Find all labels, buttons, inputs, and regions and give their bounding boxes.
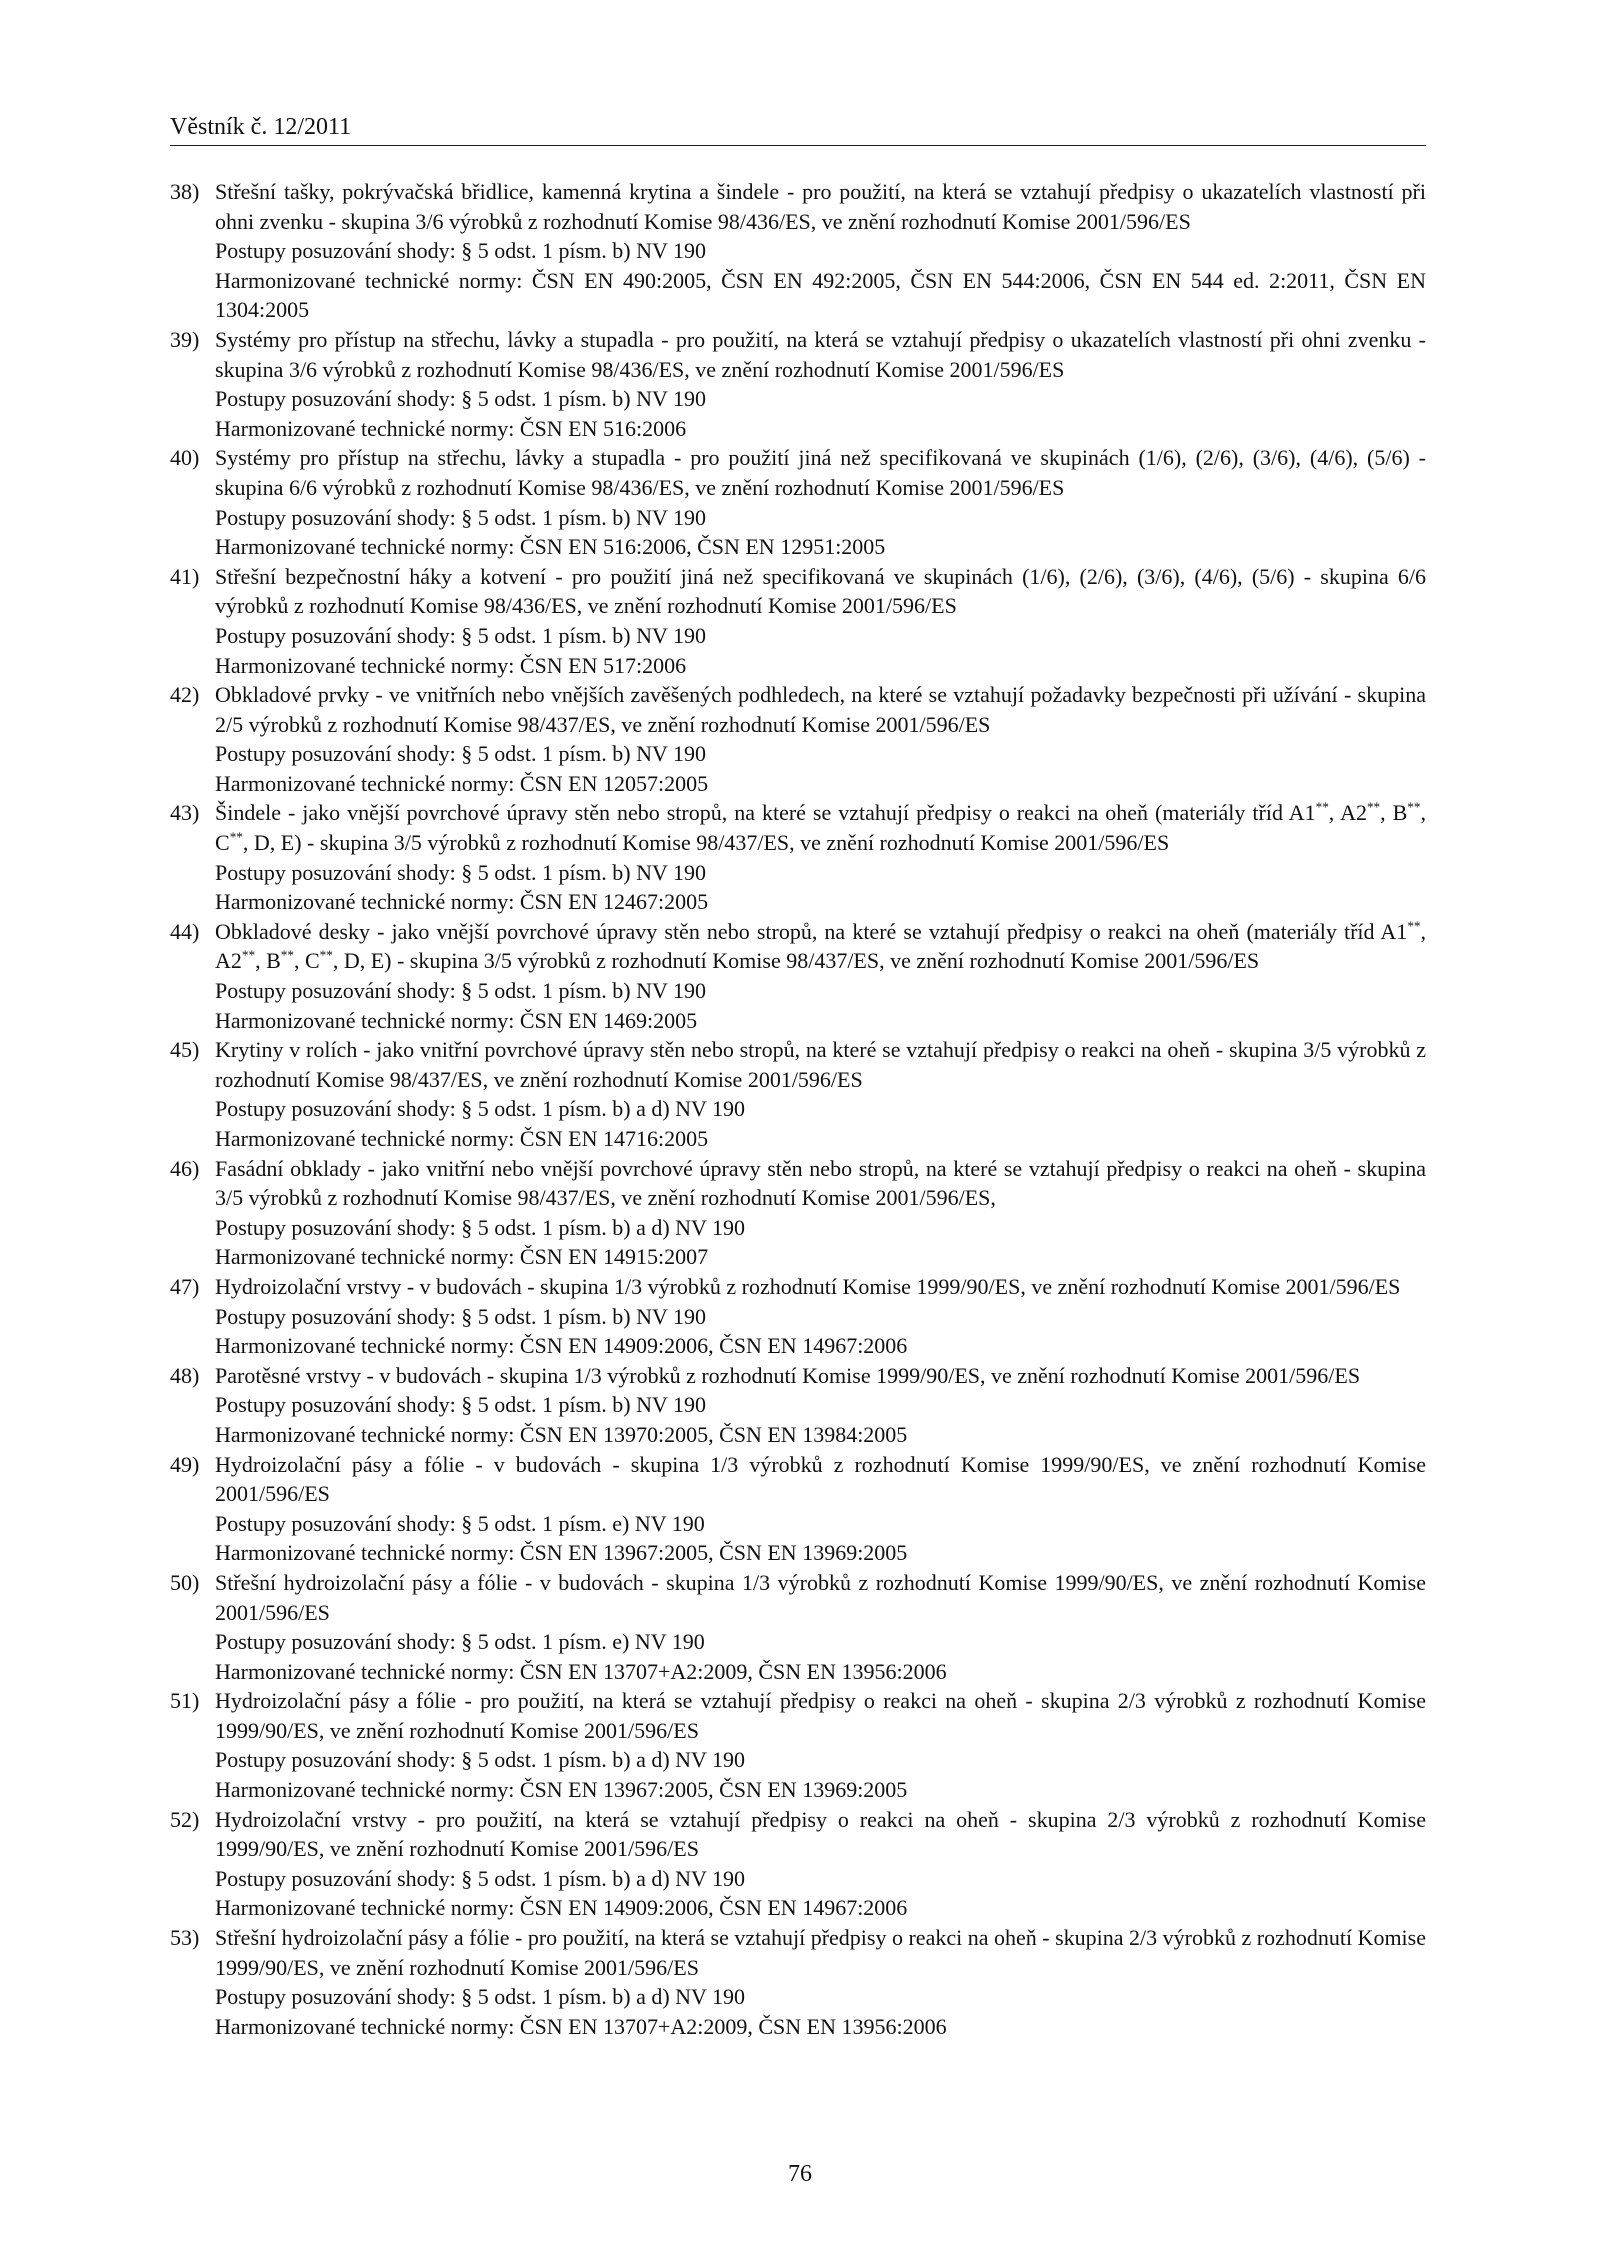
conformity-assessment: Postupy posuzování shody: § 5 odst. 1 písm. b) NV 190 xyxy=(215,859,706,885)
item-description: Systémy pro přístup na střechu, lávky a stupadla - pro použití, na která se vztahují předpisy o ukazatelích vlastností při ohni zvenku - skupina 3/6 výrobků z rozhodnutí Komise 98/436/ES, ve znění rozhodnutí Komise 2001/596/ES xyxy=(215,326,1426,382)
item-body xyxy=(215,680,1426,798)
item-description: Hydroizolační vrstvy - v budovách - skupina 1/3 výrobků z rozhodnutí Komise 1999/90/ES, ve znění rozhodnutí Komise 2001/596/ES xyxy=(215,1273,1401,1299)
conformity-assessment: Postupy posuzování shody: § 5 odst. 1 písm. e) NV 190 xyxy=(215,1510,705,1536)
item-body xyxy=(215,798,1426,916)
item-number: 51) xyxy=(170,1688,200,1714)
harmonized-standards: Harmonizované technické normy: ČSN EN 517:2006 xyxy=(215,652,687,678)
item-body xyxy=(215,1923,1426,2041)
harmonized-standards: Harmonizované technické normy: ČSN EN 13970:2005, ČSN EN 13984:2005 xyxy=(215,1421,908,1447)
harmonized-standards: Harmonizované technické normy: ČSN EN 12467:2005 xyxy=(215,889,709,915)
list-item xyxy=(170,798,1426,916)
list-item xyxy=(170,1450,1426,1568)
conformity-assessment: Postupy posuzování shody: § 5 odst. 1 písm. b) a d) NV 190 xyxy=(215,1984,746,2010)
harmonized-standards: Harmonizované technické normy: ČSN EN 12057:2005 xyxy=(215,770,709,796)
item-body xyxy=(215,1568,1426,1686)
item-body xyxy=(215,325,1426,443)
item-number: 41) xyxy=(170,563,200,589)
harmonized-standards: Harmonizované technické normy: ČSN EN 13967:2005, ČSN EN 13969:2005 xyxy=(215,1777,908,1803)
item-description: Střešní hydroizolační pásy a fólie - pro použití, na která se vztahují předpisy o reakci na oheň - skupina 2/3 výrobků z rozhodnutí Komise 1999/90/ES, ve znění rozhodnutí Komise 2001/596/ES xyxy=(215,1925,1426,1980)
item-number: 53) xyxy=(170,1925,200,1951)
item-description: Fasádní obklady - jako vnitřní nebo vnější povrchové úpravy stěn nebo stropů, na které se vztahují předpisy o reakci na oheň - skupina 3/5 výrobků z rozhodnutí Komise 98/437/ES, ve znění rozhodnutí Komise 2001/596/ES, xyxy=(215,1155,1426,1211)
conformity-assessment: Postupy posuzování shody: § 5 odst. 1 písm. b) NV 190 xyxy=(215,741,706,767)
item-body xyxy=(215,1450,1426,1568)
item-body xyxy=(215,443,1426,561)
item-description: Krytiny v rolích - jako vnitřní povrchové úpravy stěn nebo stropů, na které se vztahují předpisy o reakci na oheň - skupina 3/5 výrobků z rozhodnutí Komise 98/437/ES, ve znění rozhodnutí Komise 2001/596/ES xyxy=(215,1037,1426,1092)
list-item xyxy=(170,1805,1426,1923)
list-item xyxy=(170,917,1426,1035)
conformity-assessment: Postupy posuzování shody: § 5 odst. 1 písm. b) a d) NV 190 xyxy=(215,1214,746,1240)
item-body xyxy=(215,1035,1426,1153)
conformity-assessment: Postupy posuzování shody: § 5 odst. 1 písm. b) NV 190 xyxy=(215,386,706,412)
item-body xyxy=(215,562,1426,680)
conformity-assessment: Postupy posuzování shody: § 5 odst. 1 písm. b) NV 190 xyxy=(215,978,706,1004)
item-number: 38) xyxy=(170,179,200,204)
item-number: 40) xyxy=(170,445,200,471)
item-number: 50) xyxy=(170,1569,200,1595)
list-item xyxy=(170,1272,1426,1361)
harmonized-standards: Harmonizované technické normy: ČSN EN 13967:2005, ČSN EN 13969:2005 xyxy=(215,1540,908,1566)
conformity-assessment: Postupy posuzování shody: § 5 odst. 1 písm. b) NV 190 xyxy=(215,1392,706,1418)
harmonized-standards: Harmonizované technické normy: ČSN EN 14909:2006, ČSN EN 14967:2006 xyxy=(215,1895,908,1921)
item-number: 48) xyxy=(170,1362,200,1388)
item-body xyxy=(215,1272,1426,1361)
list-item xyxy=(170,1923,1426,2041)
harmonized-standards: Harmonizované technické normy: ČSN EN 490:2005, ČSN EN 492:2005, ČSN EN 544:2006, ČSN EN 544 ed. 2:2011, ČSN EN 1304:2005 xyxy=(215,267,1426,323)
conformity-assessment: Postupy posuzování shody: § 5 odst. 1 písm. b) a d) NV 190 xyxy=(215,1096,746,1122)
item-description: Obkladové prvky - ve vnitřních nebo vnějších zavěšených podhledech, na které se vztahují požadavky bezpečnosti při užívání - skupina 2/5 výrobků z rozhodnutí Komise 98/437/ES, ve znění rozhodnutí Komise 2001/596/ES xyxy=(215,682,1426,737)
list-item xyxy=(170,680,1426,798)
conformity-assessment: Postupy posuzování shody: § 5 odst. 1 písm. b) a d) NV 190 xyxy=(215,1747,746,1773)
page-number: 76 xyxy=(788,2161,812,2187)
item-description: Hydroizolační pásy a fólie - pro použití, na která se vztahují předpisy o reakci na oheň - skupina 2/3 výrobků z rozhodnutí Komise 1999/90/ES, ve znění rozhodnutí Komise 2001/596/ES xyxy=(215,1688,1426,1743)
conformity-assessment: Postupy posuzování shody: § 5 odst. 1 písm. b) NV 190 xyxy=(215,622,706,648)
item-number: 39) xyxy=(170,326,200,352)
item-body xyxy=(215,1805,1426,1923)
item-number: 43) xyxy=(170,800,200,826)
list-item xyxy=(170,1035,1426,1153)
list-item xyxy=(170,1686,1426,1804)
journal-header: Věstník č. 12/2011 xyxy=(170,114,352,140)
item-number: 45) xyxy=(170,1037,200,1063)
conformity-assessment: Postupy posuzování shody: § 5 odst. 1 písm. b) NV 190 xyxy=(215,238,706,264)
harmonized-standards: Harmonizované technické normy: ČSN EN 1469:2005 xyxy=(215,1007,698,1033)
harmonized-standards: Harmonizované technické normy: ČSN EN 13707+A2:2009, ČSN EN 13956:2006 xyxy=(215,2013,947,2039)
item-description: Střešní hydroizolační pásy a fólie - v budovách - skupina 1/3 výrobků z rozhodnutí Komise 1999/90/ES, ve znění rozhodnutí Komise 2001/596/ES xyxy=(215,1569,1426,1625)
list-item xyxy=(170,1568,1426,1686)
item-number: 46) xyxy=(170,1155,200,1181)
list-item xyxy=(170,443,1426,561)
item-body xyxy=(215,177,1426,325)
harmonized-standards: Harmonizované technické normy: ČSN EN 13707+A2:2009, ČSN EN 13956:2006 xyxy=(215,1658,947,1684)
item-description: Hydroizolační vrstvy - pro použití, na která se vztahují předpisy o reakci na oheň - skupina 2/3 výrobků z rozhodnutí Komise 1999/90/ES, ve znění rozhodnutí Komise 2001/596/ES xyxy=(215,1806,1426,1862)
item-description: Šindele - jako vnější povrchové úpravy stěn nebo stropů, na které se vztahují předpisy o reakci na oheň (materiály tříd A1**, A2**, B**, C**, D, E) - skupina 3/5 výrobků z rozhodnutí Komise 98/437/ES, ve znění rozhodnutí Komise 2001/596/ES xyxy=(215,800,1426,856)
list-item xyxy=(170,1361,1426,1450)
harmonized-standards: Harmonizované technické normy: ČSN EN 14915:2007 xyxy=(215,1244,709,1270)
harmonized-standards: Harmonizované technické normy: ČSN EN 14909:2006, ČSN EN 14967:2006 xyxy=(215,1333,908,1359)
conformity-assessment: Postupy posuzování shody: § 5 odst. 1 písm. b) a d) NV 190 xyxy=(215,1865,746,1891)
product-list xyxy=(170,177,1426,2041)
list-item xyxy=(170,177,1426,325)
item-body xyxy=(215,1361,1426,1450)
item-description: Střešní bezpečnostní háky a kotvení - pro použití jiná než specifikovaná ve skupinách (1/6), (2/6), (3/6), (4/6), (5/6) - skupina 6/6 výrobků z rozhodnutí Komise 98/436/ES, ve znění rozhodnutí Komise 2001/596/ES xyxy=(215,563,1426,619)
item-body xyxy=(215,1154,1426,1272)
harmonized-standards: Harmonizované technické normy: ČSN EN 516:2006 xyxy=(215,415,687,441)
list-item xyxy=(170,1154,1426,1272)
conformity-assessment: Postupy posuzování shody: § 5 odst. 1 písm. b) NV 190 xyxy=(215,504,706,530)
item-number: 42) xyxy=(170,682,200,708)
item-body xyxy=(215,1686,1426,1804)
item-number: 49) xyxy=(170,1451,200,1477)
harmonized-standards: Harmonizované technické normy: ČSN EN 14716:2005 xyxy=(215,1126,709,1151)
item-description: Hydroizolační pásy a fólie - v budovách - skupina 1/3 výrobků z rozhodnutí Komise 1999/90/ES, ve znění rozhodnutí Komise 2001/596/ES xyxy=(215,1451,1426,1507)
item-number: 47) xyxy=(170,1273,200,1299)
conformity-assessment: Postupy posuzování shody: § 5 odst. 1 písm. b) NV 190 xyxy=(215,1303,706,1329)
item-number: 44) xyxy=(170,918,200,944)
item-body xyxy=(215,917,1426,1035)
item-description: Obkladové desky - jako vnější povrchové úpravy stěn nebo stropů, na které se vztahují předpisy o reakci na oheň (materiály tříd A1**, A2**, B**, C**, D, E) - skupina 3/5 výrobků z rozhodnutí Komise 98/437/ES, ve znění rozhodnutí Komise 2001/596/ES xyxy=(215,918,1426,974)
header-rule xyxy=(170,145,1426,146)
conformity-assessment: Postupy posuzování shody: § 5 odst. 1 písm. e) NV 190 xyxy=(215,1629,705,1655)
list-item xyxy=(170,325,1426,443)
list-item xyxy=(170,562,1426,680)
item-description: Systémy pro přístup na střechu, lávky a stupadla - pro použití jiná než specifikovaná ve skupinách (1/6), (2/6), (3/6), (4/6), (5/6) - skupina 6/6 výrobků z rozhodnutí Komise 98/436/ES, ve znění rozhodnutí Komise 2001/596/ES xyxy=(215,445,1426,500)
harmonized-standards: Harmonizované technické normy: ČSN EN 516:2006, ČSN EN 12951:2005 xyxy=(215,534,886,560)
item-number: 52) xyxy=(170,1806,200,1832)
item-description: Střešní tašky, pokrývačská břidlice, kamenná krytina a šindele - pro použití, na která se vztahují předpisy o ukazatelích vlastností při ohni zvenku - skupina 3/6 výrobků z rozhodnutí Komise 98/436/ES, ve znění rozhodnutí Komise 2001/596/ES xyxy=(215,179,1426,234)
item-description: Parotěsné vrstvy - v budovách - skupina 1/3 výrobků z rozhodnutí Komise 1999/90/ES, ve znění rozhodnutí Komise 2001/596/ES xyxy=(215,1362,1361,1388)
